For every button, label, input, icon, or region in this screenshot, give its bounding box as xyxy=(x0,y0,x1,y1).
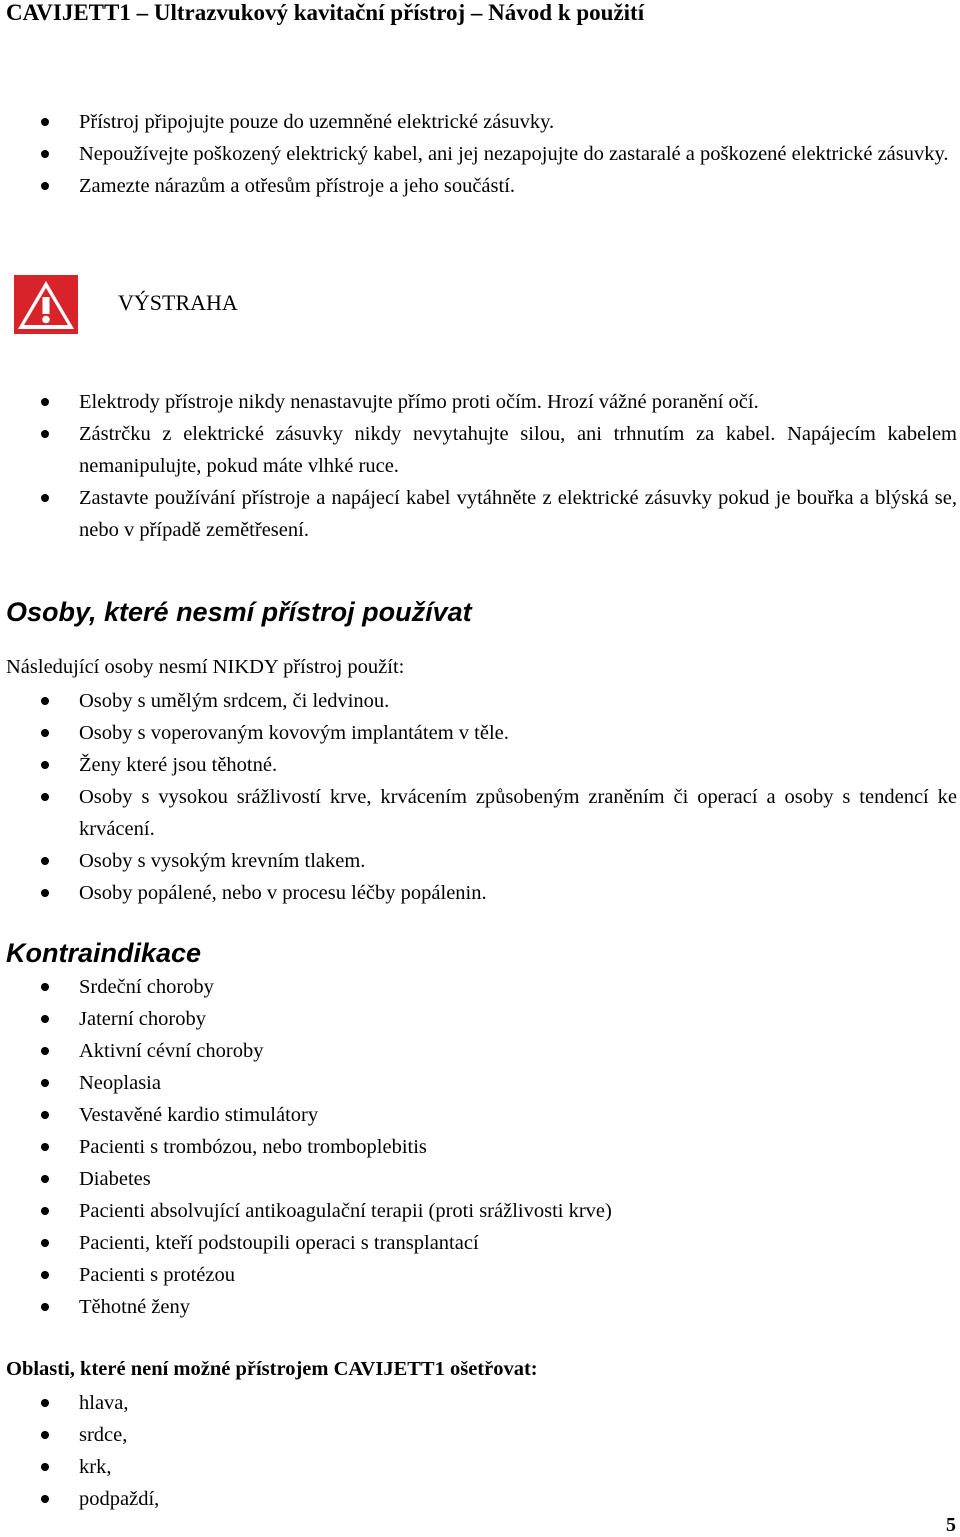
page-number: 5 xyxy=(946,1514,956,1536)
list-item: Diabetes xyxy=(0,1163,957,1195)
list-item: Ženy které jsou těhotné. xyxy=(0,749,957,781)
list-item: hlava, xyxy=(0,1387,957,1419)
list-item: podpaždí, xyxy=(0,1483,957,1515)
list-item: Elektrody přístroje nikdy nenastavujte přímo proti očím. Hrozí vážné poranění očí. xyxy=(0,386,957,418)
intro-bullet-list xyxy=(0,106,957,202)
list-item: Vestavěné kardio stimulátory xyxy=(0,1099,957,1131)
list-item: Pacienti, kteří podstoupili operaci s transplantací xyxy=(0,1227,957,1259)
warning-title: VÝSTRAHA xyxy=(118,290,238,315)
list-item: Osoby s vysokým krevním tlakem. xyxy=(0,845,957,877)
list-item: Zástrčku z elektrické zásuvky nikdy nevytahujte silou, ani trhnutím za kabel. Napájecím kabelem nemanipulujte, pokud máte vlhké ruce. xyxy=(0,418,957,482)
list-item: Osoby s voperovaným kovovým implantátem v těle. xyxy=(0,717,957,749)
list-item: Těhotné ženy xyxy=(0,1291,957,1323)
list-item: Nepoužívejte poškozený elektrický kabel, ani jej nezapojujte do zastaralé a poškozené elektrické zásuvky. xyxy=(0,138,957,170)
warning-bullet-list xyxy=(0,386,957,546)
list-item: Pacienti s protézou xyxy=(0,1259,957,1291)
list-item: krk, xyxy=(0,1451,957,1483)
warning-triangle-icon xyxy=(14,275,78,334)
list-item: Pacienti absolvující antikoagulační terapii (proti srážlivosti krve) xyxy=(0,1195,957,1227)
list-item: Přístroj připojujte pouze do uzemněné elektrické zásuvky. xyxy=(0,106,957,138)
list-item: Aktivní cévní choroby xyxy=(0,1035,957,1067)
list-item: Srdeční choroby xyxy=(0,971,957,1003)
list-item: Osoby popálené, nebo v procesu léčby popálenin. xyxy=(0,877,957,909)
persons-intro: Následující osoby nesmí NIKDY přístroj použít: xyxy=(6,656,405,678)
persons-heading: Osoby, které nesmí přístroj používat xyxy=(6,597,472,627)
document-header: CAVIJETT1 – Ultrazvukový kavitační přístroj – Návod k použití xyxy=(6,0,645,25)
areas-bullet-list xyxy=(0,1387,957,1515)
contraindications-heading: Kontraindikace xyxy=(6,938,202,968)
list-item: Zamezte nárazům a otřesům přístroje a jeho součástí. xyxy=(0,170,957,202)
list-item: srdce, xyxy=(0,1419,957,1451)
list-item: Neoplasia xyxy=(0,1067,957,1099)
list-item: Osoby s umělým srdcem, či ledvinou. xyxy=(0,685,957,717)
contraindications-bullet-list xyxy=(0,971,957,1323)
list-item: Zastavte používání přístroje a napájecí kabel vytáhněte z elektrické zásuvky pokud je bouřka a blýská se, nebo v případě zemětřesení. xyxy=(0,482,957,546)
areas-heading: Oblasti, které není možné přístrojem CAVIJETT1 ošetřovat: xyxy=(6,1358,538,1380)
list-item: Pacienti s trombózou, nebo tromboplebitis xyxy=(0,1131,957,1163)
persons-bullet-list xyxy=(0,685,957,909)
list-item: Jaterní choroby xyxy=(0,1003,957,1035)
list-item: Osoby s vysokou srážlivostí krve, krvácením způsobeným zraněním či operací a osoby s tendencí ke krvácení. xyxy=(0,781,957,845)
